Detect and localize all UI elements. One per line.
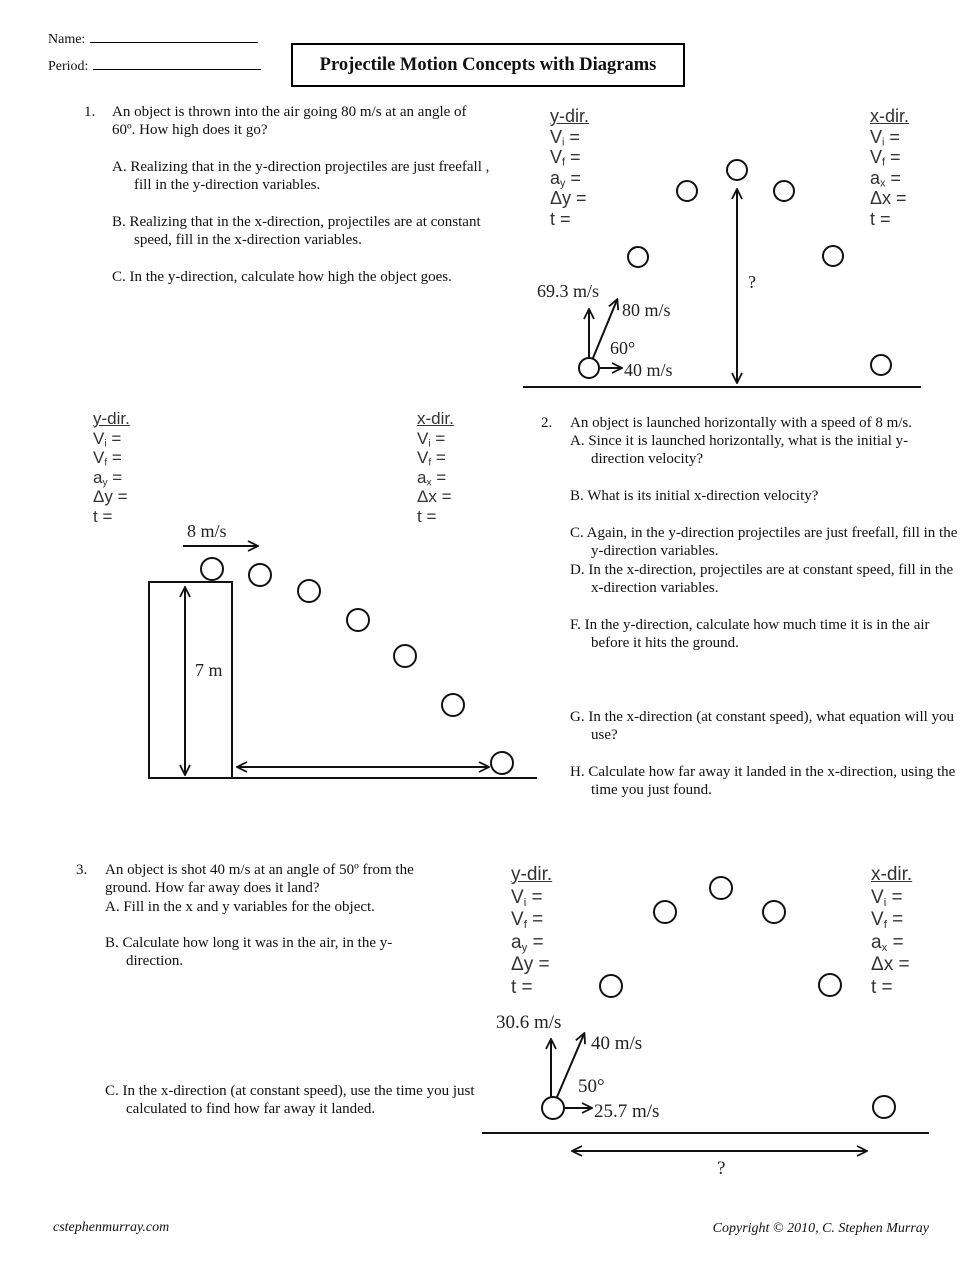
q2-part-b: B. What is its initial x-direction velocity? [570,488,819,504]
q1-velocity-label: 80 m/s [622,300,671,320]
q3-angle-label: 50° [578,1076,605,1097]
vf-label: $V_f$ = [871,909,904,931]
dy-label: Δy = [93,487,128,506]
vi-label: $V_i$ = [417,428,446,450]
question-3-text: An object is shot 40 m/s at an angle of 50º from the ground. How far away does it land? [105,862,414,896]
q2-part-f: F. In the y-direction, calculate how much time it is in the air before it hits the ground. [570,617,930,651]
q3-part-c: C. In the x-direction (at constant speed), use the time you just calculated to find how far away it landed. [105,1083,475,1117]
page-title: Projectile Motion Concepts with Diagrams [291,43,685,87]
vf-label: $V_f$ = [93,448,122,469]
q2-ball [394,645,416,667]
ax-label: $a_x$ = [870,167,901,190]
q3-ball [654,901,676,923]
t-label: t = [93,506,113,526]
question-2-text: An object is launched horizontally with a speed of 8 m/s. [570,415,913,431]
t-label: t = [511,976,533,998]
question-2-number: 2. [541,415,553,431]
vi-label: $V_i$ = [93,428,122,450]
q1-diagram [523,160,921,387]
q2-ball [347,609,369,631]
vf-label: $V_f$ = [417,448,446,469]
q2-ball [442,694,464,716]
q3-ball [873,1096,895,1118]
q1-part-b: B. Realizing that in the x-direction, projectiles are at constant speed, fill in the x-direction variables. [112,214,481,248]
q1-part-a: A. Realizing that in the y-direction projectiles are just freefall , fill in the y-direction variables. [112,159,490,193]
q1-ball [677,181,697,201]
q3-ball [542,1097,564,1119]
ay-label: $a_y$ = [93,467,123,489]
q3-velocity-label: 40 m/s [591,1033,643,1054]
vi-label: $V_i$ = [871,886,903,909]
vi-label: $V_i$ = [550,126,580,149]
vf-label: $V_f$ = [550,147,581,169]
q1-height-label: ? [748,272,756,292]
vf-label: $V_f$ = [511,909,544,931]
q2-part-d: D. In the x-direction, projectiles are at constant speed, fill in the x-direction variables. [570,562,954,596]
q1-ball [628,247,648,267]
q3-ball [819,974,841,996]
q1-part-c: C. In the y-direction, calculate how high the object goes. [112,269,452,285]
dx-label: Δx = [870,188,907,208]
q2-speed-label: 8 m/s [187,521,227,541]
ay-label: $a_y$ = [550,167,581,190]
q2-ball [249,564,271,586]
q3-ball [600,975,622,997]
vf-label: $V_f$ = [870,147,901,169]
dx-label: Δx = [417,487,452,506]
q2-ball [491,752,513,774]
q2-part-h: H. Calculate how far away it landed in the x-direction, using the time you just found. [570,764,956,798]
q2-part-g: G. In the x-direction (at constant speed), what equation will you use? [570,709,955,743]
vi-label: $V_i$ = [511,886,543,909]
vi-label: $V_i$ = [870,126,900,149]
ax-label: $a_x$ = [417,467,447,489]
q2-part-a: A. Since it is launched horizontally, what is the initial y-direction velocity? [570,433,909,467]
q2-cliff [149,582,232,778]
question-1-text: An object is thrown into the air going 80 m/s at an angle of 60º. How high does it go? [112,104,467,138]
q2-ball [298,580,320,602]
q2-ball [201,558,223,580]
dy-label: Δy = [511,954,550,975]
q1-ball [579,358,599,378]
question-3-number: 3. [76,862,88,878]
t-label: t = [871,976,893,998]
footer-website: cstephenmurray.com [53,1220,170,1235]
x-dir-heading: x-dir. [870,106,910,126]
ay-label: $a_y$ = [511,931,544,954]
q3-part-a: A. Fill in the x and y variables for the object. [105,899,375,915]
dx-label: Δx = [871,954,910,975]
question-1-number: 1. [84,104,96,120]
q3-distance-label: ? [717,1158,726,1179]
q1-vy-label: 69.3 m/s [537,281,600,301]
q1-ball [727,160,747,180]
q1-angle-label: 60° [610,338,636,358]
ax-label: $a_x$ = [871,931,904,954]
name-label: Name: [48,32,86,47]
dy-label: Δy = [550,188,587,208]
y-dir-heading: y-dir. [550,106,590,126]
t-label: t = [550,208,571,229]
q1-vx-label: 40 m/s [624,360,673,380]
x-dir-heading: x-dir. [417,409,454,428]
q1-ball [774,181,794,201]
q2-part-c: C. Again, in the y-direction projectiles are just freefall, fill in the y-direction variables. [570,525,958,559]
q2-height-label: 7 m [195,660,223,680]
x-dir-heading: x-dir. [871,864,913,885]
q3-part-b: B. Calculate how long it was in the air, in the y-direction. [105,935,393,969]
period-label: Period: [48,59,89,74]
q3-ball [763,901,785,923]
q1-ball [871,355,891,375]
t-label: t = [417,506,437,526]
q1-ball [823,246,843,266]
q3-vx-label: 25.7 m/s [594,1101,660,1122]
q3-ball [710,877,732,899]
y-dir-heading: y-dir. [511,864,553,885]
y-dir-heading: y-dir. [93,409,130,428]
t-label: t = [870,208,891,229]
footer-copyright: Copyright © 2010, C. Stephen Murray [712,1221,929,1236]
q3-vy-label: 30.6 m/s [496,1012,562,1033]
